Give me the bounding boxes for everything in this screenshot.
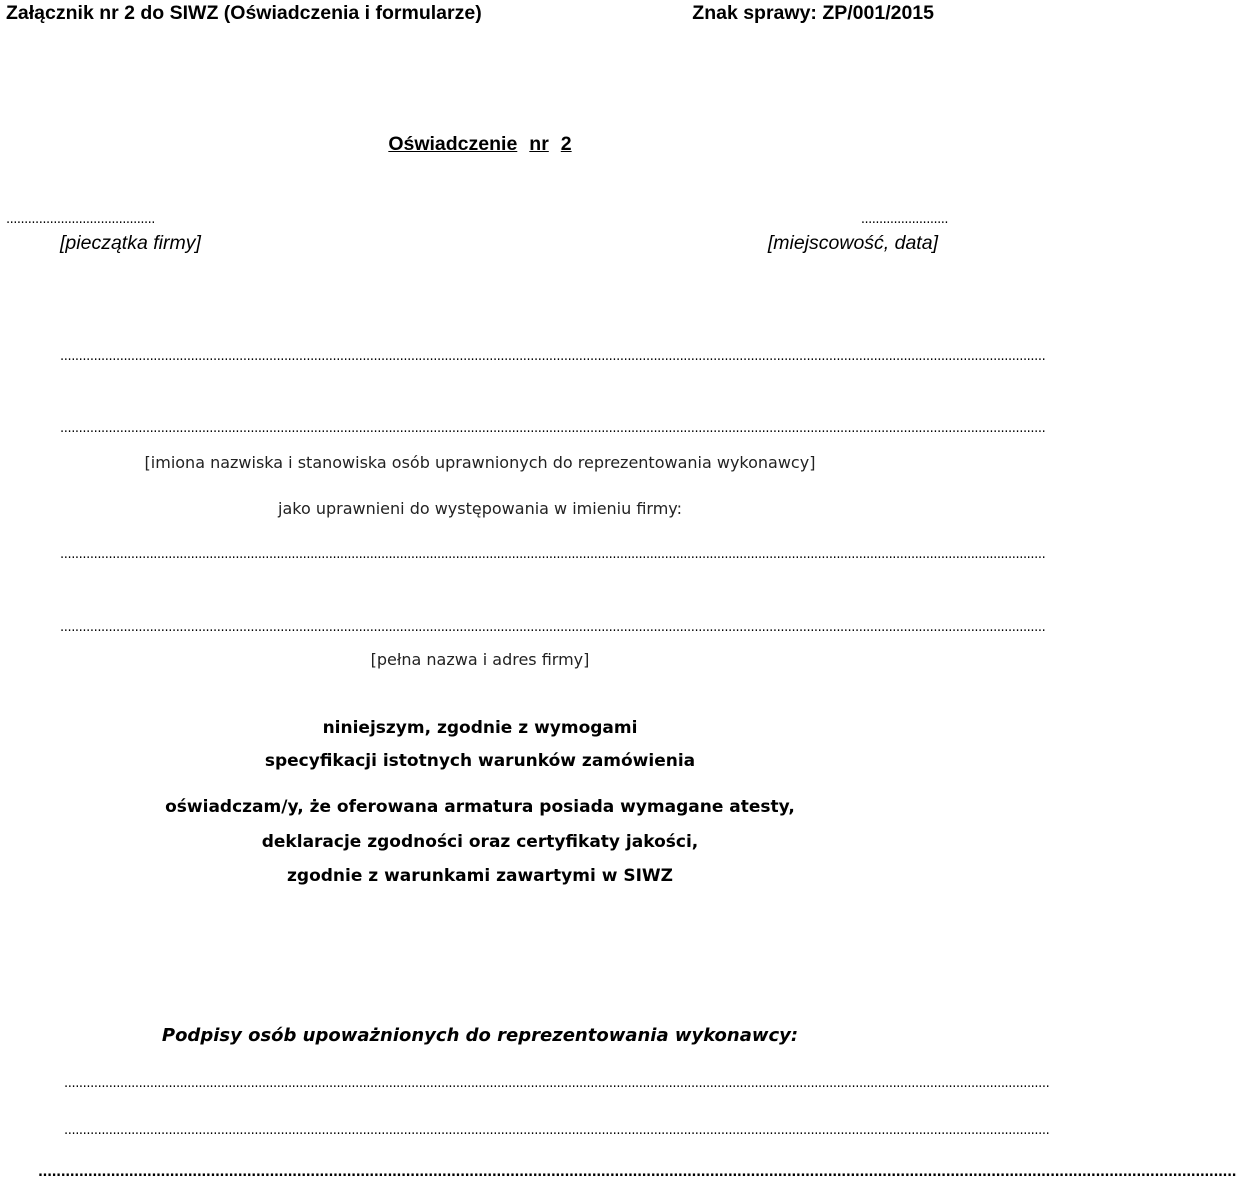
signatures-title: Podpisy osób upoważnionych do reprezentowania wykonawcy: bbox=[161, 1025, 799, 1046]
title-number: 2 bbox=[560, 133, 572, 155]
page-title bbox=[0, 133, 960, 156]
representatives-dotted-line-1: ........................................................................................................................................................................................................................................................................ bbox=[60, 349, 1046, 364]
case-reference: Znak sprawy: ZP/001/2015 bbox=[692, 2, 934, 24]
representatives-label: [imiona nazwiska i stanowiska osób uprawnionych do reprezentowania wykonawcy] bbox=[144, 453, 816, 472]
declaration-line-1: niniejszym, zgodnie z wymogami bbox=[322, 718, 638, 738]
title-word: Oświadczenie bbox=[388, 133, 518, 155]
stamp-dotted-line: ......................................... bbox=[6, 212, 155, 227]
signature-dotted-line-3: ........................................................................................................................................................................................................................................................................ bbox=[38, 1165, 1236, 1180]
signature-dotted-line-1: ........................................................................................................................................................................................................................................................................ bbox=[64, 1076, 1050, 1091]
firm-dotted-line-2: ........................................................................................................................................................................................................................................................................ bbox=[60, 620, 1046, 635]
signature-dotted-line-2: ........................................................................................................................................................................................................................................................................ bbox=[64, 1123, 1050, 1138]
place-date-label: [miejscowość, data] bbox=[767, 232, 938, 254]
declaration-line-2: specyfikacji istotnych warunków zamówienia bbox=[264, 751, 696, 771]
firm-label: [pełna nazwa i adres firmy] bbox=[370, 650, 590, 669]
attachment-header: Załącznik nr 2 do SIWZ (Oświadczenia i formularze) bbox=[6, 2, 482, 24]
declaration-line-5: zgodnie z warunkami zawartymi w SIWZ bbox=[287, 866, 673, 886]
title-nr: nr bbox=[529, 133, 549, 155]
declaration-line-3: oświadczam/y, że oferowana armatura posiada wymagane atesty, bbox=[165, 797, 795, 817]
place-date-dotted-line: ........................ bbox=[860, 212, 948, 227]
declaration-line-4: deklaracje zgodności oraz certyfikaty jakości, bbox=[261, 832, 699, 852]
representatives-dotted-line-2: ........................................................................................................................................................................................................................................................................ bbox=[60, 421, 1046, 436]
stamp-label: [pieczątka firmy] bbox=[60, 232, 201, 254]
firm-dotted-line-1: ........................................................................................................................................................................................................................................................................ bbox=[60, 547, 1046, 562]
authorized-text: jako uprawnieni do występowania w imieniu firmy: bbox=[278, 499, 682, 518]
